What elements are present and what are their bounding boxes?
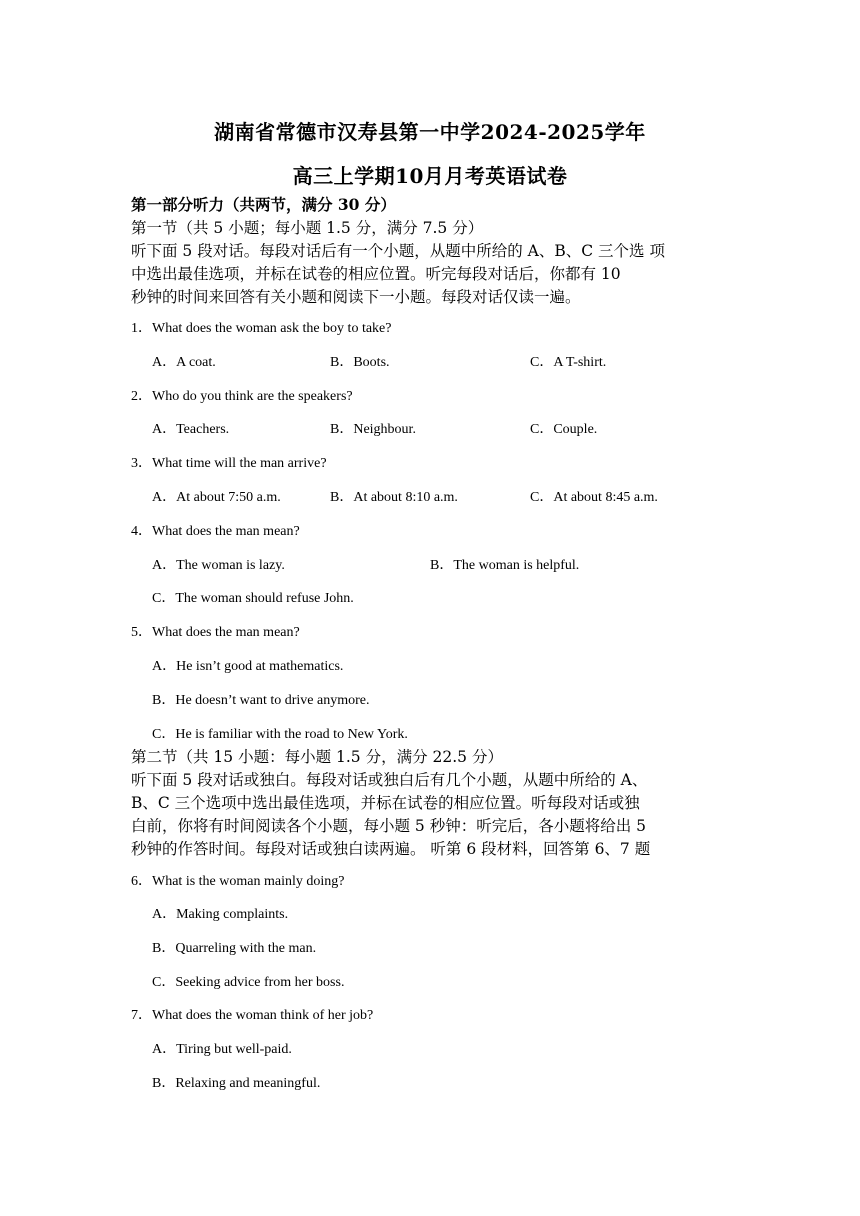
- question-6-option-b: B．Quarreling with the man.: [152, 941, 317, 956]
- question-3-option-c: C．At about 8:45 a.m.: [530, 490, 658, 505]
- question-6-option-a: A．Making complaints.: [152, 907, 289, 922]
- question-7-stem: 7．What does the woman think of her job?: [131, 1008, 374, 1023]
- question-4-option-b: B．The woman is helpful.: [430, 558, 580, 573]
- question-7-option-b: B．Relaxing and meaningful.: [152, 1076, 321, 1091]
- question-3-option-a: A．At about 7:50 a.m.: [152, 490, 281, 505]
- question-6-option-c: C．Seeking advice from her boss.: [152, 975, 345, 990]
- question-2-option-c: C．Couple.: [530, 422, 598, 437]
- question-3-option-b: B．At about 8:10 a.m.: [330, 490, 458, 505]
- section1-heading: 第一节（共 5 小题；每小题 1.5 分，满分 7.5 分）: [131, 219, 484, 237]
- question-4-stem: 4．What does the man mean?: [131, 524, 300, 539]
- question-5-stem: 5．What does the man mean?: [131, 625, 300, 640]
- exam-title-line2: 高三上学期10月月考英语试卷: [292, 164, 568, 188]
- question-6-stem: 6．What is the woman mainly doing?: [131, 874, 345, 889]
- question-2-option-a: A．Teachers.: [152, 422, 230, 437]
- part1-heading: 第一部分听力（共两节，满分 30 分）: [131, 195, 396, 214]
- question-1-option-b: B．Boots.: [330, 355, 390, 370]
- question-5-option-a: A．He isn’t good at mathematics.: [152, 659, 344, 674]
- question-3-stem: 3．What time will the man arrive?: [131, 456, 327, 471]
- question-2-option-b: B．Neighbour.: [330, 422, 416, 437]
- section1-instruction-line3: 秒钟的时间来回答有关小题和阅读下一小题。每段对话仅读一遍。: [131, 288, 581, 306]
- section2-instruction-line3: 白前，你将有时间阅读各个小题，每小题 5 秒钟：听完后，各小题将给出 5: [131, 817, 647, 835]
- section2-instruction-line1: 听下面 5 段对话或独白。每段对话或独白后有几个小题，从题中所给的 A、: [131, 771, 648, 789]
- question-7-option-a: A．Tiring but well-paid.: [152, 1042, 292, 1057]
- section1-instruction-line1: 听下面 5 段对话。每段对话后有一个小题，从题中所给的 A、B、C 三个选 项: [131, 242, 665, 260]
- question-1-option-c: C．A T-shirt.: [530, 355, 607, 370]
- question-5-option-c: C．He is familiar with the road to New York.: [152, 727, 408, 742]
- question-5-option-b: B．He doesn’t want to drive anymore.: [152, 693, 370, 708]
- section2-instruction-line4: 秒钟的作答时间。每段对话或独白读两遍。 听第 6 段材料，回答第 6、7 题: [131, 840, 651, 858]
- question-4-option-a: A．The woman is lazy.: [152, 558, 285, 573]
- exam-title-line1: 湖南省常德市汉寿县第一中学2024-2025学年: [214, 120, 646, 144]
- section2-heading: 第二节（共 15 小题：每小题 1.5 分，满分 22.5 分）: [131, 748, 503, 766]
- question-4-option-c: C．The woman should refuse John.: [152, 591, 354, 606]
- question-2-stem: 2．Who do you think are the speakers?: [131, 389, 353, 404]
- question-1-option-a: A．A coat.: [152, 355, 216, 370]
- question-1-stem: 1．What does the woman ask the boy to take?: [131, 321, 392, 336]
- section1-instruction-line2: 中选出最佳选项，并标在试卷的相应位置。听完每段对话后，你都有 10: [131, 265, 621, 283]
- section2-instruction-line2: B、C 三个选项中选出最佳选项，并标在试卷的相应位置。听每段对话或独: [131, 794, 640, 812]
